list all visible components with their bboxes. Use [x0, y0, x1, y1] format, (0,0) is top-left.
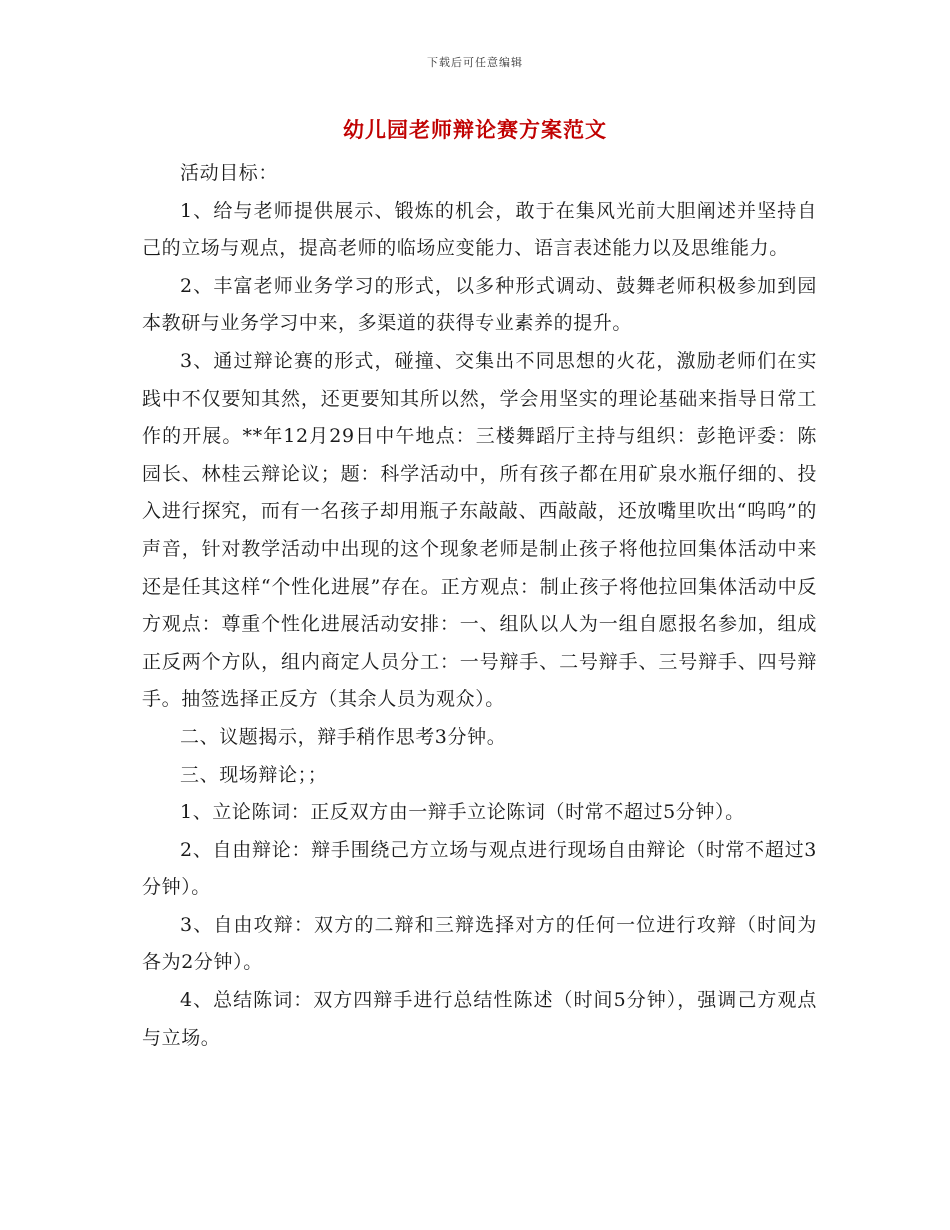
- paragraph-debate-4: 4、总结陈词：双方四辩手进行总结性陈述（时间5分钟），强调己方观点与立场。: [142, 989, 817, 1049]
- paragraph-debate-2: 2、自由辩论：辩手围绕己方立场与观点进行现场自由辩论（时常不超过3分钟）。: [142, 838, 817, 899]
- paragraph-goal-1: 1、给与老师提供展示、锻炼的机会，敢于在集风光前大胆阐述并坚持自己的立场与观点，提高老师的临场应变能力、语言表述能力以及思维能力。: [142, 199, 817, 260]
- document-title: 幼儿园老师辩论赛方案范文: [343, 117, 607, 142]
- paragraph-goal-2: 2、丰富老师业务学习的形式，以多种形式调动、鼓舞老师积极参加到园本教研与业务学习中来，多渠道的获得专业素养的提升。: [142, 274, 817, 335]
- document-body: [142, 155, 817, 1057]
- paragraph-step-2: 二、议题揭示，辩手稍作思考3分钟。: [180, 725, 507, 748]
- paragraph-debate-3: 3、自由攻辩：双方的二辩和三辩选择对方的任何一位进行攻辩（时间为各为2分钟）。: [142, 913, 817, 974]
- header-note: 下载后可任意编辑: [427, 56, 523, 69]
- paragraph-activity-goals: 活动目标：: [180, 162, 279, 184]
- paragraph-goal-3: 3、通过辩论赛的形式，碰撞、交集出不同思想的火花，激励老师们在实践中不仅要知其然，还更要知其所以然，学会用坚实的理论基础来指导日常工作的开展。**年12月29日中午地点：三楼舞蹈厅主持与组织：彭艳评委：陈园长、林桂云辩论议；题：科学活动中，所有孩子都在用矿泉水瓶仔细的、投入进行探究，而有一名孩子却用瓶子东敲敲、西敲敲，还放嘴里吹出“呜呜”的声音，针对教学活动中出现的这个现象老师是制止孩子将他拉回集体活动中来还是任其这样“个性化进展”存在。正方观点：制止孩子将他拉回集体活动中反方观点：尊重个性化进展活动安排：一、组队以人为一组自愿报名参加，组成正反两个方队，组内商定人员分工：一号辩手、二号辩手、三号辩手、四号辩手。抽签选择正反方（其余人员为观众）。: [142, 349, 817, 711]
- paragraph-step-3: 三、现场辩论；；: [180, 763, 328, 786]
- paragraph-debate-1: 1、立论陈词：正反双方由一辩手立论陈词（时常不超过5分钟）。: [180, 801, 745, 824]
